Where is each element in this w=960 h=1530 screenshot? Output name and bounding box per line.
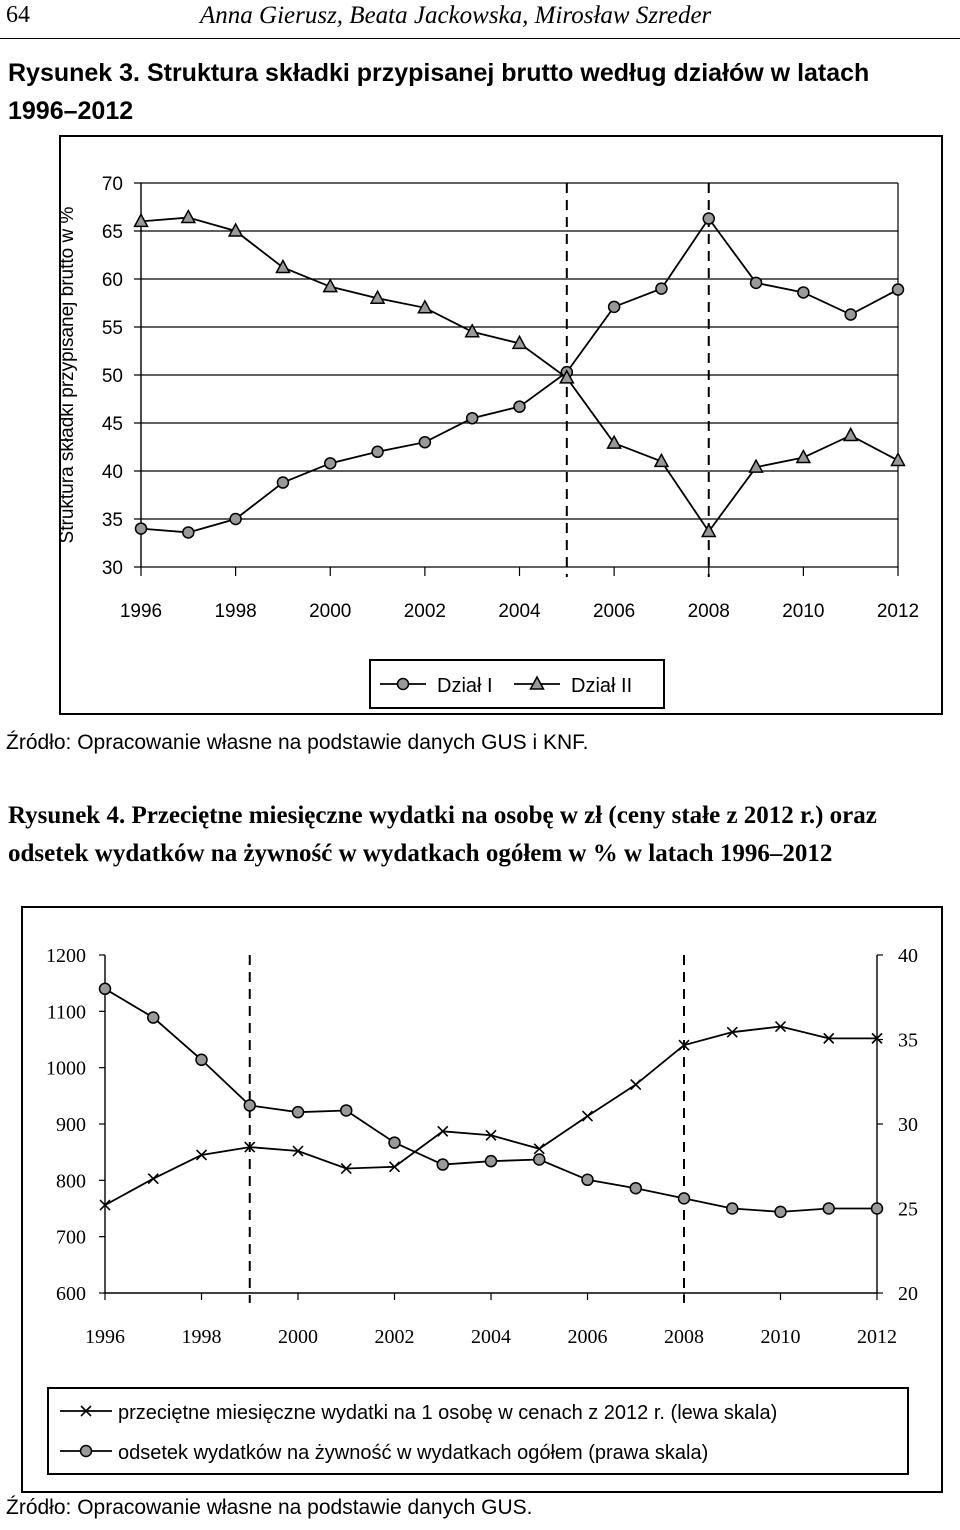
chart2-x-tick-label: 2002 — [374, 1326, 415, 1348]
chart1-x-tick-label: 1996 — [119, 601, 163, 622]
chart1-y-tick-label: 40 — [101, 462, 123, 483]
chart1-x-tick-label: 2004 — [498, 601, 541, 622]
chart1-y-tick-label: 60 — [101, 270, 123, 291]
chart2-food-share-point — [341, 1105, 352, 1116]
chart2-left-tick-label: 600 — [56, 1283, 86, 1305]
chart2-right-tick-label: 25 — [898, 1198, 918, 1221]
chart2-legend-label: odsetek wydatków na żywność w wydatkach ogółem (prawa skala) — [118, 1442, 709, 1464]
chart2-food-share-point — [437, 1159, 448, 1170]
chart2-x-tick-label: 1996 — [85, 1326, 125, 1348]
figure4-caption: Rysunek 4. Przeciętne miesięczne wydatki na osobę w zł (ceny stałe z 2012 r.) oraz odsetek wydatków na żywność w wydatkach ogółem w % w latach 1996–2012 — [8, 802, 877, 867]
chart2-food-share-point — [100, 983, 111, 994]
chart2-food-share-point — [244, 1100, 255, 1111]
chart1-y-tick-label: 35 — [101, 510, 123, 531]
chart2-food-share-point — [389, 1137, 400, 1148]
chart2-food-share-point — [148, 1012, 159, 1023]
chart2-food-share-point — [775, 1206, 786, 1217]
chart2-expenditure-line — [105, 1027, 877, 1206]
running-head: Anna Gierusz, Beata Jackowska, Mirosław Szreder — [200, 2, 712, 29]
chart2-left-tick-label: 1000 — [46, 1057, 86, 1080]
chart1-x-tick-label: 2008 — [687, 601, 730, 622]
chart2-expenditure-point — [583, 1111, 593, 1121]
chart1-y-tick-label: 45 — [101, 414, 123, 435]
chart1-y-tick-label: 30 — [101, 558, 123, 579]
chart2-legend-label: przeciętne miesięczne wydatki na 1 osobę w cenach z 2012 r. (lewa skala) — [118, 1402, 778, 1424]
chart2-food-share-point — [727, 1203, 738, 1214]
chart2-left-tick-label: 800 — [56, 1170, 86, 1193]
figure4-source: Źródło: Opracowanie własne na podstawie danych GUS. — [6, 1496, 533, 1519]
chart2-food-share-line — [105, 989, 877, 1212]
chart2-food-share-point — [196, 1054, 207, 1065]
chart2-left-tick-label: 700 — [56, 1226, 86, 1249]
chart1-x-tick-label: 2012 — [876, 601, 920, 622]
chart2-right-tick-label: 35 — [898, 1029, 918, 1052]
chart1-y-tick-label: 65 — [101, 222, 123, 243]
chart1-x-tick-label: 1998 — [214, 601, 257, 622]
figure3-source: Źródło: Opracowanie własne na podstawie danych GUS i KNF. — [6, 731, 589, 754]
chart2-food-share-point — [872, 1203, 883, 1214]
chart2-expenditure-point — [534, 1144, 544, 1154]
chart2-left-tick-label: 900 — [56, 1114, 86, 1136]
chart2-x-tick-label: 1998 — [181, 1326, 222, 1348]
chart2-food-share-point — [630, 1183, 641, 1194]
figure3-caption: Rysunek 3. Struktura składki przypisanej brutto według działów w latach 1996–2012 — [8, 59, 870, 125]
chart2-x-tick-label: 2012 — [857, 1326, 897, 1348]
chart2-x-tick-label: 2008 — [664, 1326, 704, 1348]
chart2-x-tick-label: 2010 — [760, 1326, 801, 1348]
chart2-x-tick-label: 2004 — [471, 1326, 511, 1348]
chart1-x-tick-label: 2010 — [782, 601, 825, 622]
chart1-y-axis-label: Struktura składki przypisanej brutto w % — [57, 206, 78, 544]
chart2-left-tick-label: 1200 — [46, 945, 86, 967]
chart1-x-tick-label: 2006 — [592, 601, 636, 622]
chart2-expenditure-point — [631, 1080, 641, 1090]
chart2-left-tick-label: 1100 — [46, 1001, 86, 1024]
chart1-x-tick-label: 2000 — [309, 601, 352, 622]
page-number: 64 — [6, 2, 30, 28]
chart1-x-tick-label: 2002 — [403, 601, 447, 622]
chart2-expenditure-point — [148, 1174, 158, 1184]
chart2-legend-marker-circle — [81, 1446, 92, 1457]
chart2-food-share-point — [534, 1154, 545, 1165]
chart1-y-tick-label: 70 — [101, 174, 123, 195]
chart1-legend-label: Dział II — [571, 675, 633, 697]
chart2-right-tick-label: 20 — [898, 1283, 918, 1305]
chart2-food-share-point — [823, 1203, 834, 1214]
chart2-x-tick-label: 2000 — [278, 1326, 318, 1348]
chart2-food-share-point — [293, 1107, 304, 1118]
chart2-food-share-point — [582, 1174, 593, 1185]
chart2-x-tick-label: 2006 — [567, 1326, 608, 1348]
chart2-right-tick-label: 40 — [898, 945, 918, 967]
chart2-right-tick-label: 30 — [898, 1114, 918, 1136]
chart1-y-tick-label: 55 — [101, 318, 123, 339]
chart2-food-share-point — [679, 1193, 690, 1204]
chart2-food-share-point — [486, 1156, 497, 1167]
chart1-y-tick-label: 50 — [101, 366, 123, 387]
chart1-legend-label: Dział I — [437, 675, 493, 697]
